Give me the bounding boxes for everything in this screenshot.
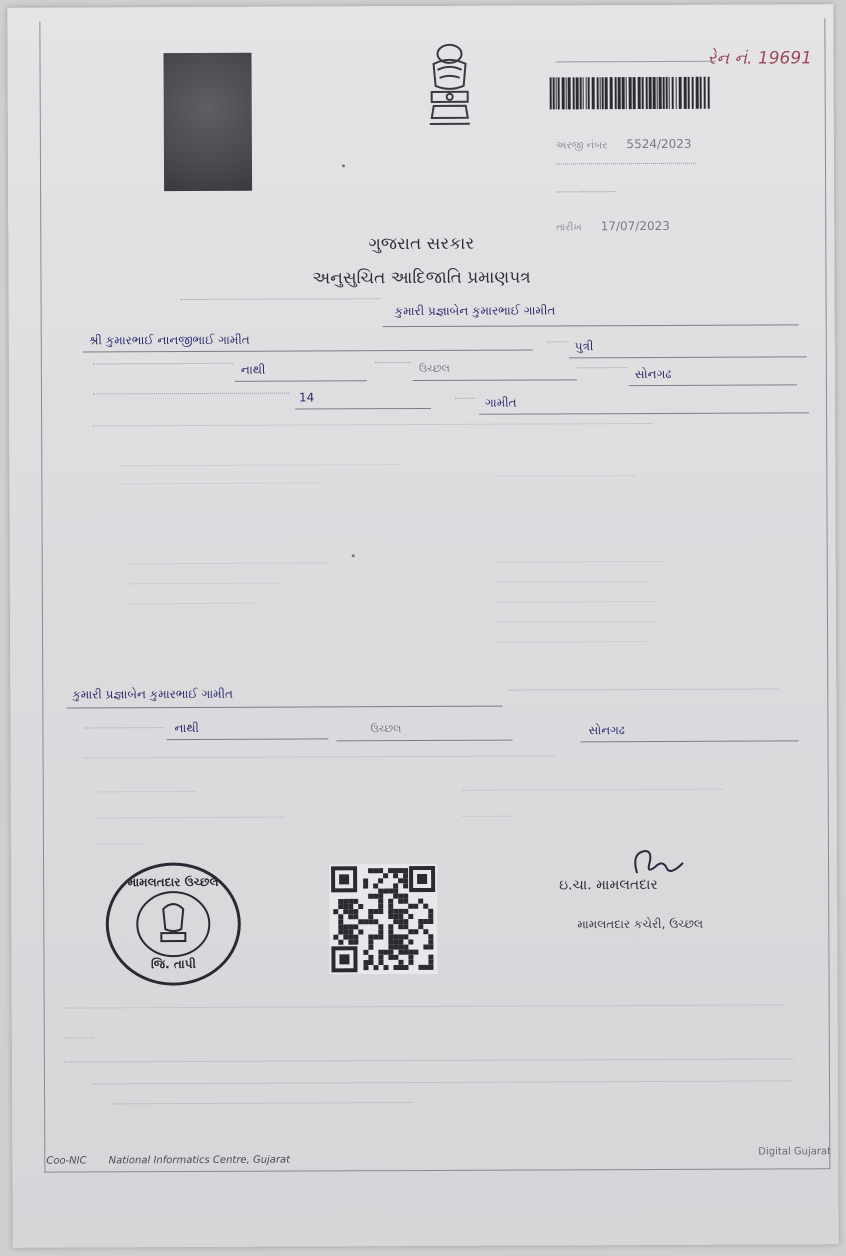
second-district: સોનગઢ bbox=[588, 723, 625, 738]
applicant-father-name: શ્રી કુમારભાઈ નાનજીભાઈ ગામીત bbox=[88, 332, 250, 348]
government-title: ગુજરાત સરકાર bbox=[368, 233, 475, 255]
seal-top-text: મામલતદાર ઉચ્છલ bbox=[127, 874, 219, 890]
applicant-photo bbox=[163, 53, 252, 191]
signature-office: મામલતદાર કચેરી, ઉચ્છલ bbox=[577, 916, 704, 932]
qr-code-icon bbox=[329, 864, 437, 974]
second-taluka: ઉચ્છલ bbox=[370, 722, 402, 736]
second-village: નાથી bbox=[174, 720, 200, 736]
applicant-age: 14 bbox=[298, 390, 315, 405]
state-emblem-icon bbox=[419, 40, 479, 130]
seal-bottom-text: જિ. તાપી bbox=[150, 956, 196, 972]
certificate-title: અનુસુચિત આદિજાતિ પ્રમાણપત્ર bbox=[312, 267, 531, 289]
certificate-border bbox=[39, 18, 830, 1172]
issue-field-application: અરજી નંબર 5524/2023 bbox=[555, 136, 692, 152]
handwritten-number: રેન નં. 19691 bbox=[707, 48, 812, 69]
certificate-sheet bbox=[7, 4, 838, 1248]
second-applicant-name: કુમારી પ્રજ્ઞાબેન કુમારભાઈ ગામીત bbox=[72, 686, 234, 702]
footer-left: Coo-NIC National Informatics Centre, Gujarat bbox=[46, 1154, 291, 1167]
barcode-icon bbox=[548, 75, 714, 112]
footer-right: Digital Gujarat bbox=[758, 1146, 832, 1158]
signature-title: ઇ.ચા. મામલતદાર bbox=[559, 876, 658, 894]
applicant-relation: પુત્રી bbox=[574, 339, 594, 354]
applicant-village: નાથી bbox=[240, 362, 266, 377]
applicant-full-name: કુમારી પ્રજ્ઞાબેન કુમારભાઈ ગામીત bbox=[394, 303, 556, 319]
applicant-caste: ગામીત bbox=[484, 395, 517, 410]
applicant-district: સોનગઢ bbox=[634, 366, 672, 382]
issue-field-date: તારીખ 17/07/2023 bbox=[556, 218, 670, 234]
applicant-taluka: ઉચ્છલ bbox=[418, 361, 450, 376]
